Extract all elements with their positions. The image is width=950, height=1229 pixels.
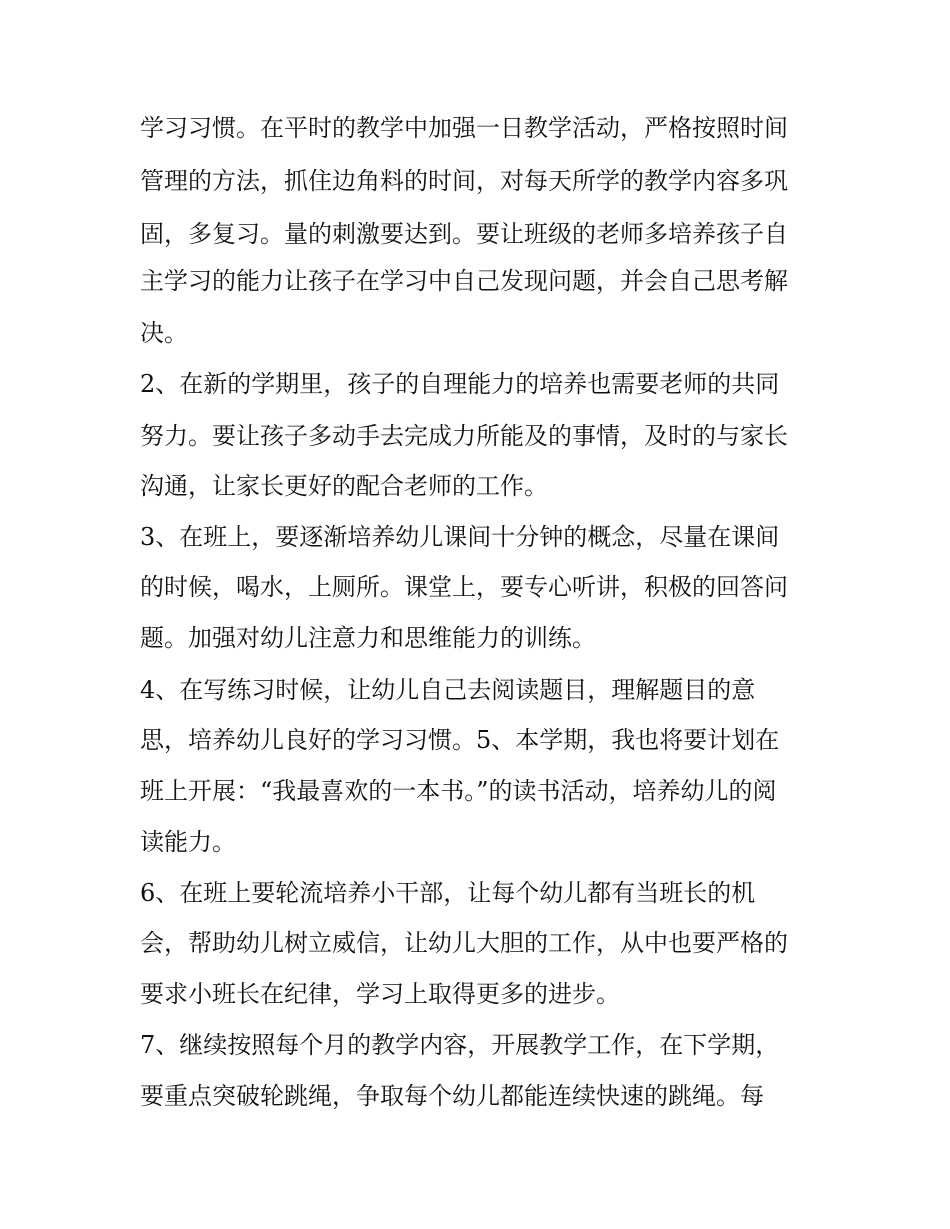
- text-line: 2、在新的学期里，孩子的自理能力的培养也需要老师的共同: [140, 370, 780, 398]
- text-line: 读能力。: [140, 828, 236, 856]
- text-line: 题。加强对幼儿注意力和思维能力的训练。: [140, 624, 596, 652]
- text-line: 6、在班上要轮流培养小干部，让每个幼儿都有当班长的机: [140, 879, 756, 907]
- text-line: 7、继续按照每个月的教学内容，开展教学工作，在下学期，: [140, 1031, 780, 1059]
- text-line: 会，帮助幼儿树立威信，让幼儿大胆的工作，从中也要严格的: [140, 929, 788, 957]
- text-line: 固，多复习。量的刺激要达到。要让班级的老师多培养孩子自: [140, 220, 788, 248]
- text-line: 沟通，让家长更好的配合老师的工作。: [140, 472, 548, 500]
- text-line: 4、在写练习时候，让幼儿自己去阅读题目，理解题目的意: [140, 676, 756, 704]
- text-line: 思，培养幼儿良好的学习习惯。5、本学期，我也将要计划在: [140, 726, 780, 754]
- text-line: 决。: [140, 319, 188, 347]
- text-line: 3、在班上，要逐渐培养幼儿课间十分钟的概念，尽量在课间: [140, 523, 780, 551]
- text-line: 主学习的能力让孩子在学习中自己发现问题，并会自己思考解: [140, 267, 788, 295]
- text-line: 要求小班长在纪律，学习上取得更多的进步。: [140, 980, 620, 1008]
- text-line: 班上开展：“我最喜欢的一本书。”的读书活动，培养幼儿的阅: [140, 777, 777, 805]
- text-line: 学习习惯。在平时的教学中加强一日教学活动，严格按照时间: [140, 114, 788, 142]
- text-line: 的时候，喝水，上厕所。课堂上，要专心听讲，积极的回答问: [140, 573, 788, 601]
- text-line: 要重点突破轮跳绳，争取每个幼儿都能连续快速的跳绳。每: [140, 1082, 764, 1110]
- text-line: 努力。要让孩子多动手去完成力所能及的事情，及时的与家长: [140, 422, 788, 450]
- text-line: 管理的方法，抓住边角料的时间，对每天所学的教学内容多巩: [140, 167, 788, 195]
